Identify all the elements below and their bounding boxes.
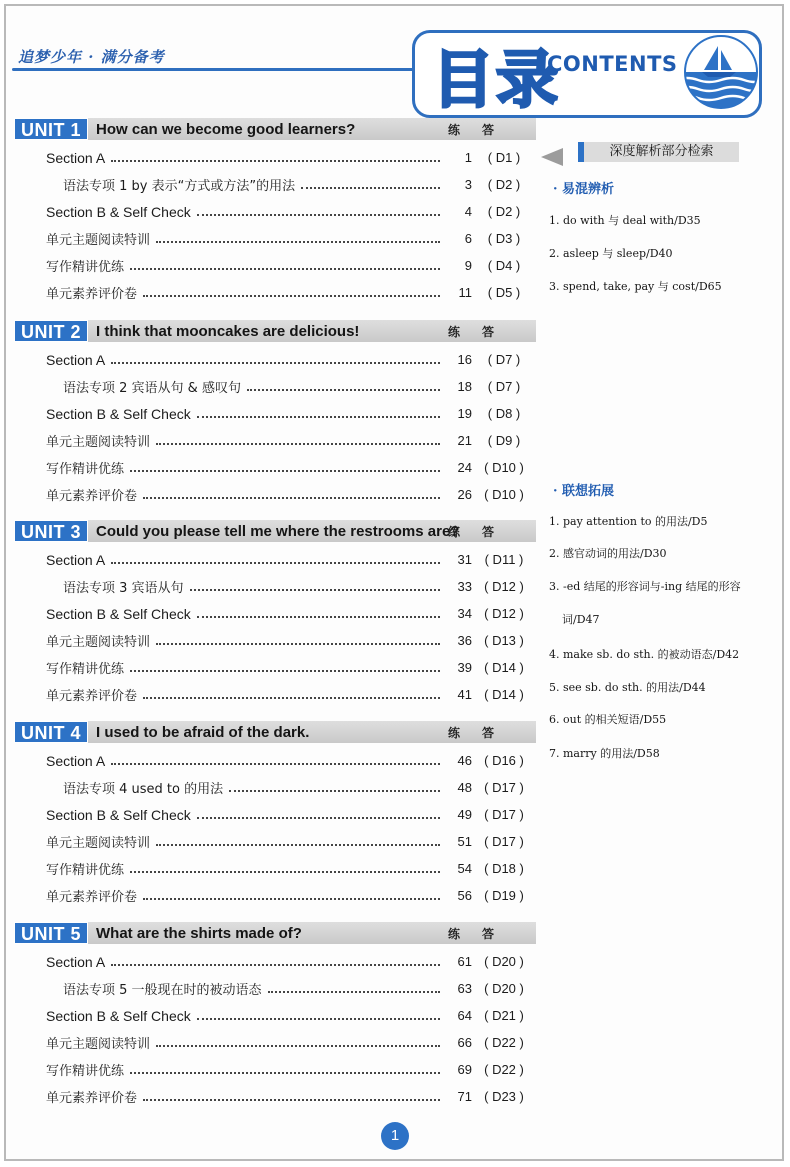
sailboat-logo-icon bbox=[676, 34, 766, 110]
toc-entry[interactable] bbox=[14, 948, 536, 975]
dot-leader bbox=[130, 1072, 440, 1074]
dot-leader bbox=[130, 268, 440, 270]
toc-answer-ref: ( D3 ) bbox=[487, 231, 521, 246]
toc-entry-label: 写作精讲优练 bbox=[46, 260, 125, 275]
page-title: 目录 bbox=[432, 43, 561, 116]
side-item: 3. spend, take, pay 与 cost/D65 bbox=[549, 280, 722, 293]
toc-entry-label: 语法专项 2 宾语从句 & 感叹句 bbox=[63, 381, 241, 396]
dot-leader bbox=[156, 241, 440, 243]
toc-answer-ref: ( D10 ) bbox=[484, 460, 524, 475]
toc-entry-label: Section A bbox=[46, 351, 106, 368]
toc-answer-ref: ( D20 ) bbox=[484, 954, 524, 969]
header-rule bbox=[12, 68, 422, 71]
side-item: 5. see sb. do sth. 的用法/D44 bbox=[549, 681, 706, 694]
column-headers: 练答 bbox=[447, 325, 516, 339]
toc-page-number: 16 bbox=[457, 352, 472, 367]
toc-entry-label: Section B & Self Check bbox=[46, 1007, 191, 1024]
toc-entry-label: Section A bbox=[46, 551, 106, 568]
toc-entry[interactable] bbox=[14, 600, 536, 627]
dot-leader bbox=[156, 844, 440, 846]
side-item: 4. make sb. do sth. 的被动语态/D42 bbox=[549, 648, 740, 661]
toc-answer-ref: ( D12 ) bbox=[484, 606, 524, 621]
unit-header-bar bbox=[14, 922, 536, 944]
toc-page-number: 21 bbox=[457, 433, 472, 448]
toc-answer-ref: ( D8 ) bbox=[487, 406, 521, 421]
toc-entry[interactable] bbox=[14, 828, 536, 855]
toc-entry-label: 写作精讲优练 bbox=[46, 863, 125, 878]
column-headers: 练答 bbox=[447, 927, 516, 941]
toc-page-number: 48 bbox=[457, 780, 472, 795]
toc-page-number: 4 bbox=[464, 204, 472, 219]
side-item: 7. marry 的用法/D58 bbox=[549, 747, 660, 760]
toc-entry[interactable] bbox=[14, 373, 536, 400]
toc-entry-label: 语法专项 4 used to 的用法 bbox=[63, 782, 224, 797]
toc-answer-ref: ( D9 ) bbox=[487, 433, 521, 448]
side-item: 2. asleep 与 sleep/D40 bbox=[549, 247, 673, 260]
toc-answer-ref: ( D16 ) bbox=[484, 753, 524, 768]
toc-entry-label: Section B & Self Check bbox=[46, 605, 191, 622]
toc-entry-label: 单元素养评价卷 bbox=[46, 890, 138, 905]
dot-leader bbox=[190, 589, 440, 591]
toc-page-number: 34 bbox=[457, 606, 472, 621]
side-section-title-confusables: · 易混辨析 bbox=[553, 182, 615, 197]
toc-entry[interactable] bbox=[14, 774, 536, 801]
toc-page-number: 66 bbox=[457, 1035, 472, 1050]
toc-answer-ref: ( D13 ) bbox=[484, 633, 524, 648]
toc-answer-ref: ( D7 ) bbox=[487, 379, 521, 394]
side-item: 1. do with 与 deal with/D35 bbox=[549, 214, 701, 227]
side-item: 2. 感官动词的用法/D30 bbox=[549, 547, 667, 560]
toc-entry[interactable] bbox=[14, 1029, 536, 1056]
unit-title: I think that mooncakes are delicious! bbox=[96, 322, 360, 340]
toc-entry[interactable] bbox=[14, 481, 536, 508]
toc-page-number: 3 bbox=[464, 177, 472, 192]
column-headers: 练答 bbox=[447, 525, 516, 539]
toc-entry[interactable] bbox=[14, 747, 536, 774]
unit-header-bar bbox=[14, 721, 536, 743]
toc-answer-ref: ( D10 ) bbox=[484, 487, 524, 502]
toc-page-number: 63 bbox=[457, 981, 472, 996]
toc-page-number: 51 bbox=[457, 834, 472, 849]
toc-page-number: 56 bbox=[457, 888, 472, 903]
toc-entry[interactable] bbox=[14, 171, 536, 198]
unit-tag: UNIT 4 bbox=[14, 721, 88, 743]
dot-leader bbox=[197, 616, 440, 618]
toc-entry[interactable] bbox=[14, 855, 536, 882]
toc-entry-label: Section A bbox=[46, 752, 106, 769]
toc-entry-label: 单元主题阅读特训 bbox=[46, 635, 151, 650]
dot-leader bbox=[301, 187, 440, 189]
toc-page-number: 39 bbox=[457, 660, 472, 675]
unit-tag: UNIT 5 bbox=[14, 922, 88, 944]
series-tagline: 追梦少年 · 满分备考 bbox=[18, 48, 165, 66]
dot-leader bbox=[143, 697, 440, 699]
toc-entry-label: 单元主题阅读特训 bbox=[46, 1037, 151, 1052]
toc-entry-label: 语法专项 5 一般现在时的被动语态 bbox=[63, 983, 262, 998]
toc-entry[interactable] bbox=[14, 1056, 536, 1083]
side-item: 3. -ed 结尾的形容词与-ing 结尾的形容 bbox=[549, 580, 741, 593]
toc-answer-ref: ( D1 ) bbox=[487, 150, 521, 165]
toc-entry[interactable] bbox=[14, 279, 536, 306]
dot-leader bbox=[111, 562, 440, 564]
dot-leader bbox=[143, 1099, 440, 1101]
toc-entry-label: 单元素养评价卷 bbox=[46, 689, 138, 704]
dot-leader bbox=[229, 790, 440, 792]
dot-leader bbox=[156, 443, 440, 445]
unit-header-bar bbox=[14, 320, 536, 342]
toc-entry[interactable] bbox=[14, 225, 536, 252]
toc-entry[interactable] bbox=[14, 400, 536, 427]
unit-section bbox=[14, 721, 536, 909]
toc-entry[interactable] bbox=[14, 882, 536, 909]
toc-entry-label: 单元主题阅读特训 bbox=[46, 836, 151, 851]
toc-page-number: 41 bbox=[457, 687, 472, 702]
unit-section bbox=[14, 520, 536, 708]
unit-section bbox=[14, 922, 536, 1110]
dot-leader bbox=[111, 160, 440, 162]
dot-leader bbox=[111, 362, 440, 364]
toc-answer-ref: ( D2 ) bbox=[487, 204, 521, 219]
toc-page-number: 18 bbox=[457, 379, 472, 394]
toc-entry-label: 语法专项 1 by 表示“方式或方法”的用法 bbox=[63, 179, 296, 194]
toc-entry-label: 单元主题阅读特训 bbox=[46, 435, 151, 450]
side-item: 1. pay attention to 的用法/D5 bbox=[549, 515, 708, 528]
toc-entry[interactable] bbox=[14, 681, 536, 708]
toc-answer-ref: ( D21 ) bbox=[484, 1008, 524, 1023]
dot-leader bbox=[143, 898, 440, 900]
toc-answer-ref: ( D4 ) bbox=[487, 258, 521, 273]
toc-answer-ref: ( D17 ) bbox=[484, 780, 524, 795]
toc-entry-label: Section B & Self Check bbox=[46, 405, 191, 422]
dot-leader bbox=[197, 1018, 440, 1020]
toc-entry[interactable] bbox=[14, 573, 536, 600]
toc-page-number: 61 bbox=[457, 954, 472, 969]
toc-page-number: 64 bbox=[457, 1008, 472, 1023]
dot-leader bbox=[111, 763, 440, 765]
dot-leader bbox=[197, 416, 440, 418]
unit-section bbox=[14, 320, 536, 508]
toc-entry[interactable] bbox=[14, 1002, 536, 1029]
toc-page-number: 33 bbox=[457, 579, 472, 594]
unit-tag: UNIT 1 bbox=[14, 118, 88, 140]
toc-entry-label: 写作精讲优练 bbox=[46, 1064, 125, 1079]
unit-title: What are the shirts made of? bbox=[96, 924, 302, 942]
toc-page-number: 71 bbox=[457, 1089, 472, 1104]
toc-entry[interactable] bbox=[14, 427, 536, 454]
toc-entry[interactable] bbox=[14, 627, 536, 654]
unit-title: Could you please tell me where the restrooms are? bbox=[96, 522, 460, 540]
toc-entry[interactable] bbox=[14, 1083, 536, 1110]
toc-entry-label: 写作精讲优练 bbox=[46, 662, 125, 677]
pointer-arrow-icon bbox=[541, 148, 563, 166]
toc-entry-label: 单元主题阅读特训 bbox=[46, 233, 151, 248]
unit-title: How can we become good learners? bbox=[96, 120, 356, 138]
dot-leader bbox=[130, 670, 440, 672]
toc-page-number: 9 bbox=[464, 258, 472, 273]
dot-leader bbox=[197, 214, 440, 216]
column-headers: 练答 bbox=[447, 123, 516, 137]
toc-entry-label: Section B & Self Check bbox=[46, 203, 191, 220]
toc-entry[interactable] bbox=[14, 975, 536, 1002]
toc-answer-ref: ( D17 ) bbox=[484, 834, 524, 849]
toc-entry[interactable] bbox=[14, 198, 536, 225]
side-panel-ribbon: 深度解析部分检索 bbox=[578, 142, 739, 162]
unit-tag: UNIT 2 bbox=[14, 320, 88, 342]
toc-page-number: 54 bbox=[457, 861, 472, 876]
dot-leader bbox=[156, 1045, 440, 1047]
toc-entry-label: 单元素养评价卷 bbox=[46, 1091, 138, 1106]
toc-answer-ref: ( D12 ) bbox=[484, 579, 524, 594]
toc-answer-ref: ( D22 ) bbox=[484, 1035, 524, 1050]
toc-entry[interactable] bbox=[14, 654, 536, 681]
toc-entry-label: 写作精讲优练 bbox=[46, 462, 125, 477]
toc-page-number: 46 bbox=[457, 753, 472, 768]
dot-leader bbox=[130, 871, 440, 873]
toc-answer-ref: ( D2 ) bbox=[487, 177, 521, 192]
dot-leader bbox=[268, 991, 440, 993]
toc-page-number: 24 bbox=[457, 460, 472, 475]
dot-leader bbox=[143, 295, 440, 297]
toc-entry[interactable] bbox=[14, 546, 536, 573]
toc-page-number: 36 bbox=[457, 633, 472, 648]
toc-entry-label: 单元素养评价卷 bbox=[46, 489, 138, 504]
side-section-title-extension: · 联想拓展 bbox=[553, 484, 615, 499]
toc-answer-ref: ( D14 ) bbox=[484, 687, 524, 702]
toc-page-number: 6 bbox=[464, 231, 472, 246]
dot-leader bbox=[156, 643, 440, 645]
dot-leader bbox=[197, 817, 440, 819]
toc-answer-ref: ( D20 ) bbox=[484, 981, 524, 996]
unit-title: I used to be afraid of the dark. bbox=[96, 723, 310, 741]
toc-answer-ref: ( D18 ) bbox=[484, 861, 524, 876]
toc-page-number: 31 bbox=[457, 552, 472, 567]
unit-header-bar bbox=[14, 118, 536, 140]
unit-section bbox=[14, 118, 536, 306]
page-title-english: CONTENTS bbox=[547, 52, 678, 76]
toc-page-number: 69 bbox=[457, 1062, 472, 1077]
toc-entry-label: Section B & Self Check bbox=[46, 806, 191, 823]
toc-page-number: 19 bbox=[457, 406, 472, 421]
toc-page-number: 11 bbox=[458, 285, 472, 300]
dot-leader bbox=[111, 964, 440, 966]
toc-answer-ref: ( D5 ) bbox=[487, 285, 521, 300]
toc-entry-label: 单元素养评价卷 bbox=[46, 287, 138, 302]
toc-entry[interactable] bbox=[14, 801, 536, 828]
toc-page-number: 26 bbox=[457, 487, 472, 502]
side-item: 6. out 的相关短语/D55 bbox=[549, 713, 667, 726]
toc-page-number: 1 bbox=[464, 150, 472, 165]
toc-page-number: 49 bbox=[457, 807, 472, 822]
toc-entry[interactable] bbox=[14, 454, 536, 481]
toc-entry-label: Section A bbox=[46, 149, 106, 166]
unit-tag: UNIT 3 bbox=[14, 520, 88, 542]
page-number: 1 bbox=[381, 1122, 409, 1150]
toc-entry-label: Section A bbox=[46, 953, 106, 970]
toc-entry[interactable] bbox=[14, 144, 536, 171]
toc-entry-label: 语法专项 3 宾语从句 bbox=[63, 581, 184, 596]
toc-answer-ref: ( D11 ) bbox=[484, 552, 524, 567]
dot-leader bbox=[130, 470, 440, 472]
column-headers: 练答 bbox=[447, 726, 516, 740]
unit-header-bar bbox=[14, 520, 536, 542]
toc-entry[interactable] bbox=[14, 346, 536, 373]
toc-answer-ref: ( D19 ) bbox=[484, 888, 524, 903]
dot-leader bbox=[143, 497, 440, 499]
toc-answer-ref: ( D22 ) bbox=[484, 1062, 524, 1077]
side-item: 词/D47 bbox=[562, 613, 600, 626]
toc-answer-ref: ( D14 ) bbox=[484, 660, 524, 675]
toc-answer-ref: ( D17 ) bbox=[484, 807, 524, 822]
dot-leader bbox=[247, 389, 440, 391]
toc-entry[interactable] bbox=[14, 252, 536, 279]
toc-answer-ref: ( D7 ) bbox=[487, 352, 521, 367]
toc-answer-ref: ( D23 ) bbox=[484, 1089, 524, 1104]
